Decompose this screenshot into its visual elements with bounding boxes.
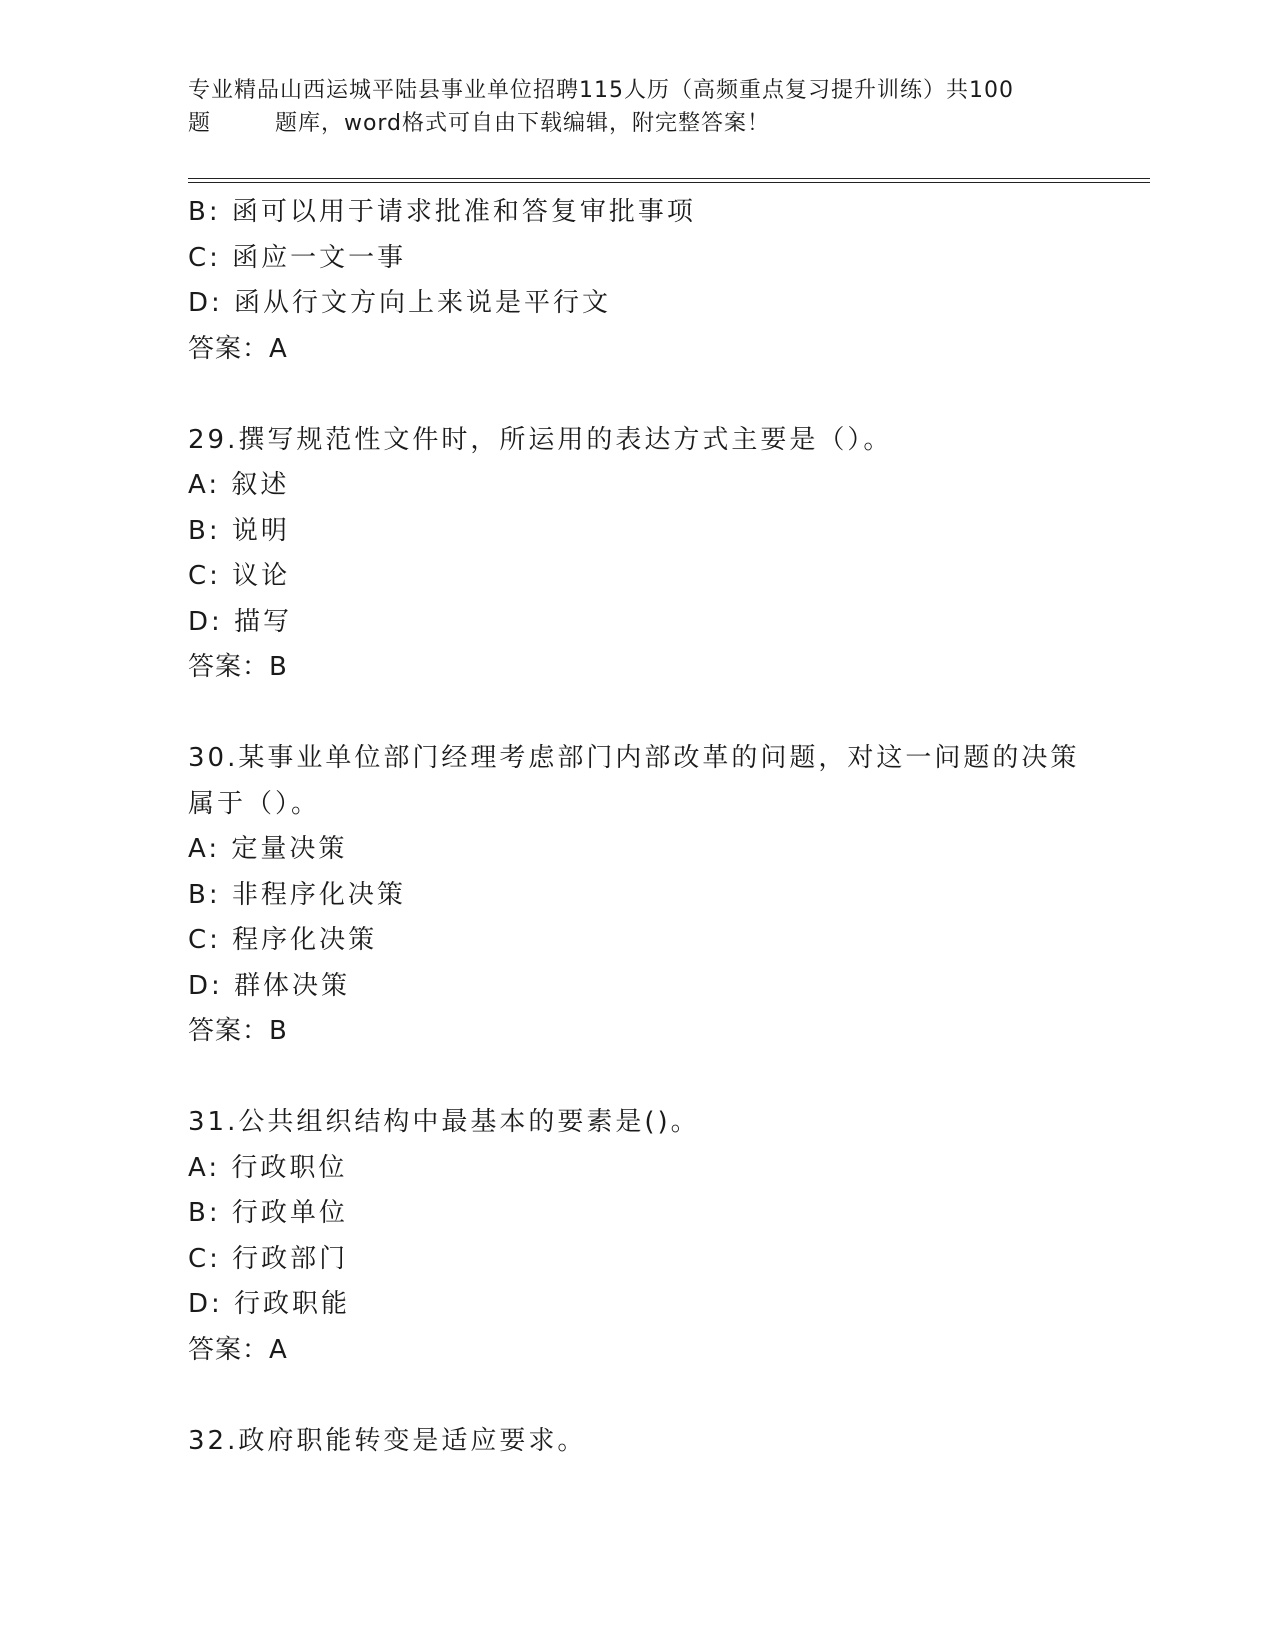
question-stem: 30.某事业单位部门经理考虑部门内部改革的问题，对这一问题的决策 <box>188 743 1080 773</box>
question-28-continuation <box>188 190 1088 372</box>
spacer <box>188 372 1088 418</box>
option-d: D: 函从行文方向上来说是平行文 <box>188 288 612 318</box>
option-d: D: 群体决策 <box>188 970 351 1001</box>
option-b: B: 函可以用于请求批准和答复审批事项 <box>188 197 696 227</box>
question-32 <box>188 1419 1088 1465</box>
option-b: B: 非程序化决策 <box>188 879 406 910</box>
question-29 <box>188 418 1088 691</box>
question-stem: 31.公共组织结构中最基本的要素是()。 <box>188 1107 700 1137</box>
option-c: C: 议论 <box>188 561 291 591</box>
question-list <box>188 190 1088 1464</box>
spacer <box>188 691 1088 737</box>
option-c: C: 函应一文一事 <box>188 242 407 273</box>
option-a: A: 叙述 <box>188 470 290 500</box>
option-d: D: 描写 <box>188 606 293 637</box>
header-double-rule <box>188 178 1150 183</box>
question-30 <box>188 736 1088 1055</box>
option-a: A: 行政职位 <box>188 1152 348 1183</box>
header-title-line-2: 题 题库，word格式可自由下载编辑，附完整答案！ <box>188 111 771 136</box>
header-rule-bottom <box>188 182 1150 183</box>
answer: 答案：B <box>188 652 288 682</box>
option-d: D: 行政职能 <box>188 1289 351 1319</box>
document-header <box>188 74 1088 140</box>
answer: 答案：B <box>188 1016 288 1046</box>
question-stem: 29.撰写规范性文件时，所运用的表达方式主要是（）。 <box>188 424 893 455</box>
question-31 <box>188 1100 1088 1373</box>
header-rule-top <box>188 178 1150 179</box>
option-c: C: 程序化决策 <box>188 925 378 955</box>
spacer <box>188 1055 1088 1101</box>
header-title-line-1: 专业精品山西运城平陆县事业单位招聘115人历（高频重点复习提升训练）共100 <box>188 78 1014 103</box>
option-b: B: 说明 <box>188 515 290 546</box>
option-b: B: 行政单位 <box>188 1198 348 1228</box>
question-stem: 32.政府职能转变是适应要求。 <box>188 1425 587 1456</box>
option-c: C: 行政部门 <box>188 1243 349 1274</box>
question-stem-continued: 属于（）。 <box>188 788 321 819</box>
answer: 答案：A <box>188 1334 288 1365</box>
option-a: A: 定量决策 <box>188 834 348 864</box>
spacer <box>188 1373 1088 1419</box>
answer: 答案：A <box>188 333 288 364</box>
